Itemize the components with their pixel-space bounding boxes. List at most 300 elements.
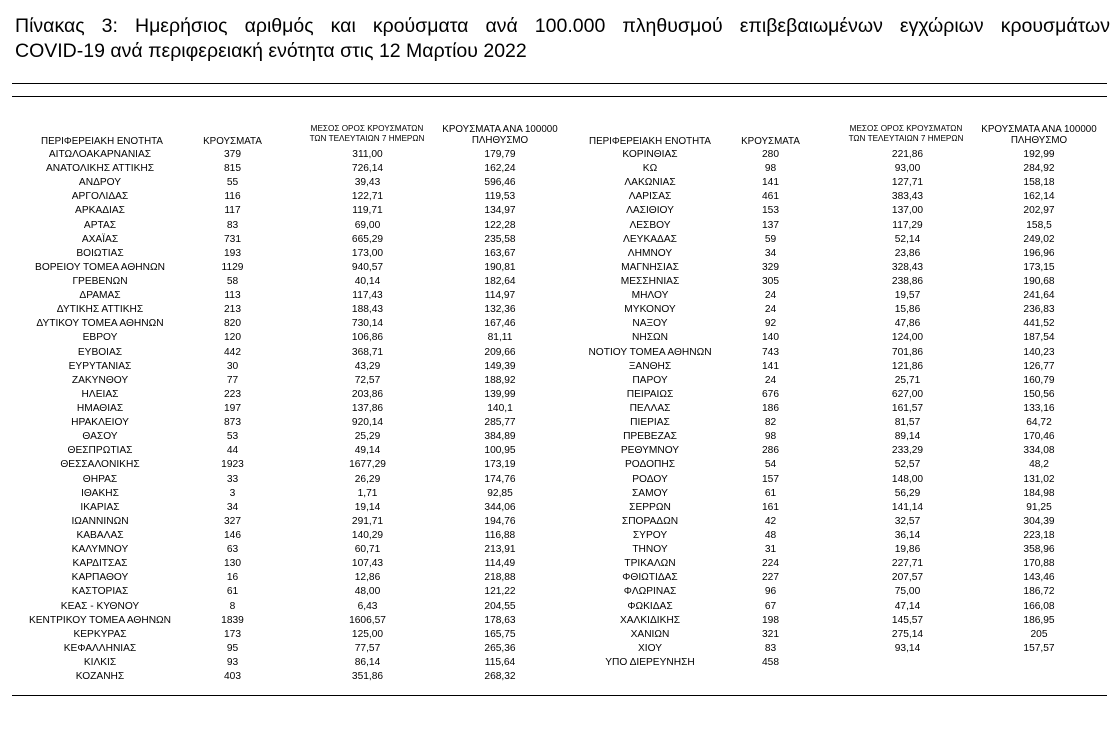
per100k-cell: 236,83 [1023, 304, 1055, 316]
avg7-cell: 93,00 [894, 163, 921, 175]
per100k-cell: 131,02 [1023, 473, 1055, 485]
right-per100k-header [969, 124, 1109, 146]
table-row [550, 148, 1110, 162]
table-row [0, 557, 560, 571]
region-cell: ΠΑΡΟΥ [632, 374, 668, 386]
per100k-cell: 205 [1030, 628, 1048, 640]
cases-cell: 146 [224, 529, 241, 541]
cases-cell: 63 [226, 544, 239, 556]
table-row [550, 219, 1110, 233]
region-cell: ΛΑΣΙΘΙΟΥ [626, 205, 674, 217]
table-row [550, 614, 1110, 628]
bottom-rule [12, 695, 1107, 696]
region-cell: ΚΩ [642, 163, 658, 175]
per100k-cell: 304,39 [1023, 515, 1055, 527]
avg7-cell: 148,00 [891, 473, 924, 485]
cases-cell: 403 [224, 671, 241, 683]
per100k-cell: 182,64 [484, 275, 516, 287]
avg7-cell: 72,57 [354, 374, 381, 386]
per100k-cell: 91,25 [1026, 501, 1052, 513]
cases-cell: 153 [762, 205, 779, 217]
avg7-cell: 106,86 [351, 332, 384, 344]
per100k-cell: 249,02 [1023, 233, 1055, 245]
per100k-cell: 170,88 [1023, 558, 1055, 570]
per100k-cell: 184,98 [1023, 487, 1055, 499]
per100k-cell: 64,72 [1026, 417, 1052, 429]
avg7-cell: 137,86 [351, 402, 384, 414]
table-row [550, 261, 1110, 275]
table-row [550, 289, 1110, 303]
per100k-cell: 134,97 [484, 205, 516, 217]
region-cell: ΠΙΕΡΙΑΣ [630, 417, 670, 429]
cases-cell: 24 [764, 374, 777, 386]
per100k-cell: 285,77 [484, 417, 516, 429]
table-row [0, 473, 560, 487]
left-per100k-header [430, 124, 570, 146]
per100k-cell: 173,15 [1023, 261, 1055, 273]
per100k-cell: 115,64 [484, 656, 516, 668]
per100k-cell: 163,67 [484, 247, 516, 259]
per100k-cell: 596,46 [484, 177, 516, 189]
region-cell: ΑΧΑΪΑΣ [81, 233, 119, 245]
region-cell: ΝΗΣΩΝ [632, 332, 668, 344]
avg7-cell: 117,43 [352, 290, 383, 302]
table-row [0, 219, 560, 233]
cases-cell: 83 [226, 219, 239, 231]
cases-cell: 223 [224, 388, 241, 400]
avg7-cell: 368,71 [351, 346, 384, 358]
avg7-cell: 23,86 [894, 247, 921, 259]
per100k-cell: 173,19 [484, 459, 516, 471]
per100k-cell: 187,54 [1023, 332, 1055, 344]
table-row [0, 176, 560, 190]
table-row [550, 628, 1110, 642]
region-cell: ΑΝΑΤΟΛΙΚΗΣ ΑΤΤΙΚΗΣ [45, 163, 155, 175]
per100k-cell: 190,68 [1023, 275, 1055, 287]
avg7-cell: 125,00 [351, 628, 384, 640]
avg7-cell: 122,71 [351, 191, 384, 203]
region-cell: ΕΥΡΥΤΑΝΙΑΣ [68, 360, 132, 372]
cases-cell: 92 [764, 318, 777, 330]
cases-cell: 820 [224, 318, 241, 330]
region-cell: ΡΕΘΥΜΝΟΥ [620, 445, 680, 457]
per100k-cell: 114,49 [484, 558, 516, 570]
table-row [0, 331, 560, 345]
avg7-cell: 726,14 [351, 163, 384, 175]
cases-cell: 140 [762, 332, 779, 344]
cases-cell: 83 [764, 642, 777, 654]
region-cell: ΚΕΡΚΥΡΑΣ [73, 628, 127, 640]
cases-cell: 44 [226, 445, 239, 457]
table-row [0, 162, 560, 176]
left-avg-header [297, 124, 437, 144]
region-cell: ΠΕΙΡΑΙΩΣ [626, 388, 674, 400]
per100k-cell: 92,85 [487, 487, 513, 499]
caption-line-1: Πίνακας 3: Ημερήσιος αριθμός και κρούσματα ανά 100.000 πληθυσμού επιβεβαιωμένων εγχώριων κρουσμάτων [15, 15, 1110, 37]
table-row [550, 656, 1110, 670]
cases-cell: 743 [762, 346, 779, 358]
per100k-cell: 126,77 [1023, 360, 1055, 372]
region-cell: ΒΟΙΩΤΙΑΣ [76, 247, 124, 259]
avg7-cell: 60,71 [354, 544, 381, 556]
avg7-cell: 173,00 [351, 247, 384, 259]
table-row [0, 444, 560, 458]
region-cell: ΥΠΟ ΔΙΕΡΕΥΝΗΣΗ [605, 656, 695, 668]
avg7-cell: 351,86 [351, 671, 384, 683]
table-row [550, 303, 1110, 317]
region-cell: ΡΟΔΟΥ [632, 473, 668, 485]
region-cell: ΧΑΛΚΙΔΙΚΗΣ [619, 614, 681, 626]
table-row [550, 275, 1110, 289]
region-cell: ΚΑΡΠΑΘΟΥ [71, 572, 129, 584]
per100k-cell: 132,36 [484, 304, 516, 316]
avg7-cell: 107,43 [351, 558, 384, 570]
top-rule [12, 83, 1107, 84]
cases-cell: 329 [762, 261, 779, 273]
cases-cell: 61 [226, 586, 239, 598]
region-cell: ΘΕΣΠΡΩΤΙΑΣ [67, 445, 133, 457]
per100k-cell: 186,95 [1023, 614, 1055, 626]
avg7-cell: 15,86 [894, 304, 921, 316]
region-cell: ΗΛΕΙΑΣ [81, 388, 119, 400]
per100k-cell: 235,58 [484, 233, 516, 245]
table-row [0, 346, 560, 360]
cases-cell: 113 [224, 290, 241, 302]
per100k-cell: 143,46 [1023, 572, 1055, 584]
cases-cell: 286 [762, 445, 779, 457]
cases-cell: 161 [762, 501, 779, 513]
avg7-cell: 701,86 [891, 346, 924, 358]
avg7-cell: 47,86 [894, 318, 921, 330]
cases-cell: 193 [224, 247, 241, 259]
avg7-cell: 233,29 [891, 445, 924, 457]
avg7-cell: 121,86 [891, 360, 924, 372]
avg7-cell: 275,14 [891, 628, 924, 640]
region-cell: ΛΕΥΚΑΔΑΣ [623, 233, 677, 245]
avg7-cell: 311,00 [352, 149, 383, 160]
table-row [550, 204, 1110, 218]
table-row [0, 374, 560, 388]
region-cell: ΣΠΟΡΑΔΩΝ [621, 515, 679, 527]
per100k-cell: 241,64 [1023, 290, 1055, 302]
avg7-cell: 140,29 [351, 529, 384, 541]
region-cell: ΑΙΤΩΛΟΑΚΑΡΝΑΝΙΑΣ [48, 149, 152, 160]
table-row [0, 571, 560, 585]
avg7-cell: 49,14 [354, 445, 381, 457]
cases-cell: 24 [764, 290, 777, 302]
table-row [550, 585, 1110, 599]
table-row [550, 430, 1110, 444]
table-row [0, 614, 560, 628]
right-avg-header [836, 124, 976, 144]
table-row [550, 360, 1110, 374]
table-row [550, 402, 1110, 416]
per100k-cell: 174,76 [484, 473, 516, 485]
region-cell: ΜΑΓΝΗΣΙΑΣ [621, 261, 679, 273]
avg7-cell: 291,71 [351, 515, 384, 527]
cases-cell: 141 [762, 177, 779, 189]
region-cell: ΑΡΓΟΛΙΔΑΣ [71, 191, 129, 203]
cases-cell: 130 [224, 558, 241, 570]
per100k-cell: 140,23 [1023, 346, 1055, 358]
cases-cell: 1923 [221, 459, 244, 471]
cases-cell: 731 [224, 233, 241, 245]
cases-cell: 198 [762, 614, 779, 626]
cases-cell: 95 [226, 642, 239, 654]
region-cell: ΘΗΡΑΣ [82, 473, 118, 485]
region-cell: ΛΕΣΒΟΥ [629, 219, 671, 231]
region-cell: ΔΥΤΙΚΗΣ ΑΤΤΙΚΗΣ [56, 304, 144, 316]
cases-cell: 227 [762, 572, 779, 584]
cases-cell: 67 [764, 600, 777, 612]
avg7-cell: 124,00 [891, 332, 924, 344]
region-cell: ΚΕΑΣ - ΚΥΘΝΟΥ [60, 600, 140, 612]
cases-cell: 327 [224, 515, 241, 527]
left-per100k-header-line1: ΚΡΟΥΣΜΑΤΑ ΑΝΑ 100000 [442, 124, 558, 135]
table-row [0, 247, 560, 261]
cases-cell: 93 [226, 656, 239, 668]
avg7-cell: 6,43 [357, 600, 378, 612]
per100k-cell: 140,1 [487, 402, 513, 414]
per100k-cell: 139,99 [484, 388, 516, 400]
avg7-cell: 81,57 [894, 417, 921, 429]
table-row [0, 402, 560, 416]
cases-cell: 96 [764, 586, 777, 598]
avg7-cell: 19,57 [894, 290, 921, 302]
cases-cell: 3 [229, 487, 236, 499]
avg7-cell: 36,14 [894, 529, 921, 541]
cases-cell: 82 [764, 417, 777, 429]
avg7-cell: 32,57 [894, 515, 921, 527]
table-row [0, 515, 560, 529]
per100k-cell: 149,39 [484, 360, 516, 372]
per100k-cell: 358,96 [1023, 544, 1055, 556]
per100k-cell: 178,63 [484, 614, 516, 626]
region-cell: ΠΡΕΒΕΖΑΣ [623, 431, 677, 443]
avg7-cell: 52,14 [894, 233, 921, 245]
cases-cell: 58 [226, 275, 239, 287]
table-row [550, 162, 1110, 176]
per100k-cell: 157,57 [1023, 642, 1055, 654]
avg7-cell: 383,43 [891, 191, 924, 203]
per100k-cell: 170,46 [1023, 431, 1055, 443]
avg7-cell: 328,43 [891, 261, 924, 273]
cases-cell: 61 [764, 487, 777, 499]
table-row [0, 261, 560, 275]
avg7-cell: 188,43 [351, 304, 384, 316]
avg7-cell: 920,14 [351, 417, 384, 429]
region-cell: ΕΥΒΟΙΑΣ [77, 346, 123, 358]
avg7-cell: 119,71 [352, 205, 383, 217]
per100k-cell: 344,06 [484, 501, 516, 513]
avg7-cell: 75,00 [894, 586, 921, 598]
per100k-cell: 213,91 [484, 544, 516, 556]
avg7-cell: 627,00 [891, 388, 924, 400]
cases-cell: 55 [226, 177, 239, 189]
per100k-cell: 167,46 [484, 318, 516, 330]
avg7-cell: 47,14 [894, 600, 921, 612]
avg7-cell: 141,14 [891, 501, 924, 513]
table-row [0, 204, 560, 218]
avg7-cell: 25,29 [354, 431, 381, 443]
cases-cell: 8 [229, 600, 236, 612]
table-row [0, 487, 560, 501]
region-cell: ΚΟΡΙΝΘΙΑΣ [622, 149, 678, 160]
right-cases-header: ΚΡΟΥΣΜΑΤΑ [741, 136, 800, 147]
per100k-cell: 284,92 [1023, 163, 1055, 175]
per100k-cell: 160,79 [1023, 374, 1055, 386]
table-row [0, 585, 560, 599]
cases-cell: 305 [762, 275, 779, 287]
avg7-cell: 127,71 [891, 177, 924, 189]
region-cell: ΧΑΝΙΩΝ [630, 628, 670, 640]
right-avg-header-line1: ΜΕΣΟΣ ΟΡΟΣ ΚΡΟΥΣΜΑΤΩΝ [849, 124, 963, 133]
cases-cell: 224 [762, 558, 779, 570]
table-row [0, 501, 560, 515]
table-row [0, 642, 560, 656]
per100k-cell: 190,81 [484, 261, 516, 273]
region-cell: ΜΥΚΟΝΟΥ [624, 304, 676, 316]
cases-cell: 197 [224, 402, 241, 414]
cases-cell: 54 [764, 459, 777, 471]
table-row [0, 416, 560, 430]
avg7-cell: 203,86 [351, 388, 384, 400]
table-row [550, 600, 1110, 614]
region-cell: ΧΙΟΥ [637, 642, 663, 654]
region-cell: ΚΕΦΑΛΛΗΝΙΑΣ [63, 642, 137, 654]
avg7-cell: 93,14 [894, 642, 921, 654]
table-row [550, 487, 1110, 501]
region-cell: ΝΟΤΙΟΥ ΤΟΜΕΑ ΑΘΗΝΩΝ [588, 346, 712, 358]
region-cell: ΘΑΣΟΥ [82, 431, 118, 443]
avg7-cell: 1606,57 [349, 614, 386, 626]
per100k-cell: 48,2 [1029, 459, 1049, 471]
region-cell: ΚΟΖΑΝΗΣ [75, 671, 125, 683]
table-row [550, 331, 1110, 345]
table-row [0, 656, 560, 670]
table-row [0, 670, 560, 684]
cases-cell: 379 [224, 149, 241, 160]
table-row [0, 458, 560, 472]
per100k-cell: 166,08 [1023, 600, 1055, 612]
cases-cell: 173 [224, 628, 241, 640]
table-row [550, 515, 1110, 529]
region-cell: ΡΟΔΟΠΗΣ [624, 459, 676, 471]
per100k-cell: 218,88 [484, 572, 516, 584]
cases-cell: 213 [224, 304, 241, 316]
avg7-cell: 56,29 [894, 487, 921, 499]
table-row [550, 444, 1110, 458]
left-avg-header-line2: ΤΩΝ ΤΕΛΕΥΤΑΙΩΝ 7 ΗΜΕΡΩΝ [309, 134, 425, 143]
left-cases-header: ΚΡΟΥΣΜΑΤΑ [203, 136, 262, 147]
avg7-cell: 69,00 [354, 219, 381, 231]
per100k-cell: 268,32 [484, 671, 516, 683]
per100k-cell: 165,75 [484, 628, 516, 640]
per100k-cell: 116,88 [484, 529, 516, 541]
table-row [0, 543, 560, 557]
table-row [0, 303, 560, 317]
per100k-cell: 334,08 [1023, 445, 1055, 457]
header-rule [12, 96, 1107, 97]
table-row [0, 600, 560, 614]
avg7-cell: 117,29 [892, 219, 923, 231]
avg7-cell: 77,57 [354, 642, 381, 654]
right-table [550, 148, 1110, 670]
region-cell: ΤΡΙΚΑΛΩΝ [624, 558, 676, 570]
cases-cell: 24 [764, 304, 777, 316]
region-cell: ΝΑΞΟΥ [632, 318, 668, 330]
per100k-cell: 121,22 [484, 586, 516, 598]
avg7-cell: 52,57 [894, 459, 921, 471]
per100k-cell: 179,79 [484, 149, 516, 160]
table-row [0, 628, 560, 642]
cases-cell: 137 [762, 219, 779, 231]
region-cell: ΣΥΡΟΥ [632, 529, 668, 541]
cases-cell: 48 [764, 529, 777, 541]
avg7-cell: 48,00 [354, 586, 381, 598]
region-cell: ΜΗΛΟΥ [631, 290, 669, 302]
table-row [550, 374, 1110, 388]
table-row [550, 317, 1110, 331]
avg7-cell: 161,57 [891, 402, 924, 414]
cases-cell: 77 [226, 374, 239, 386]
cases-cell: 34 [226, 501, 239, 513]
per100k-cell: 265,36 [484, 642, 516, 654]
region-cell: ΙΚΑΡΙΑΣ [80, 501, 120, 513]
avg7-cell: 86,14 [354, 656, 381, 668]
per100k-cell: 114,97 [484, 290, 516, 302]
per100k-cell: 158,18 [1023, 177, 1055, 189]
left-avg-header-line1: ΜΕΣΟΣ ΟΡΟΣ ΚΡΟΥΣΜΑΤΩΝ [310, 124, 424, 133]
per100k-cell: 204,55 [484, 600, 516, 612]
table-row [550, 529, 1110, 543]
avg7-cell: 730,14 [351, 318, 384, 330]
avg7-cell: 238,86 [891, 275, 924, 287]
table-row [550, 543, 1110, 557]
table-row [0, 317, 560, 331]
region-cell: ΣΑΜΟΥ [632, 487, 668, 499]
per100k-cell: 223,18 [1023, 529, 1055, 541]
table-row [0, 233, 560, 247]
caption-line-2: COVID-19 ανά περιφερειακή ενότητα στις 12 Μαρτίου 2022 [15, 40, 527, 62]
table-row [0, 529, 560, 543]
avg7-cell: 40,14 [354, 275, 381, 287]
region-cell: ΚΑΒΑΛΑΣ [76, 529, 124, 541]
avg7-cell: 227,71 [891, 558, 924, 570]
right-per100k-header-line1: ΚΡΟΥΣΜΑΤΑ ΑΝΑ 100000 [981, 124, 1097, 135]
region-cell: ΦΘΙΩΤΙΔΑΣ [622, 572, 678, 584]
per100k-cell: 441,52 [1023, 318, 1055, 330]
cases-cell: 157 [762, 473, 779, 485]
cases-cell: 53 [226, 431, 239, 443]
table-row [550, 416, 1110, 430]
table-row [550, 190, 1110, 204]
left-table [0, 148, 560, 684]
per100k-cell: 119,53 [484, 191, 516, 203]
left-region-header: ΠΕΡΙΦΕΡΕΙΑΚΗ ΕΝΟΤΗΤΑ [41, 136, 163, 147]
avg7-cell: 43,29 [354, 360, 381, 372]
table-row [550, 571, 1110, 585]
region-cell: ΖΑΚΥΝΘΟΥ [71, 374, 129, 386]
avg7-cell: 19,14 [354, 501, 381, 513]
avg7-cell: 25,71 [894, 374, 921, 386]
per100k-cell: 188,92 [484, 374, 516, 386]
region-cell: ΙΩΑΝΝΙΝΩΝ [71, 515, 129, 527]
table-row [550, 501, 1110, 515]
cases-cell: 458 [762, 656, 779, 668]
region-cell: ΦΛΩΡΙΝΑΣ [623, 586, 677, 598]
per100k-cell: 196,96 [1023, 247, 1055, 259]
